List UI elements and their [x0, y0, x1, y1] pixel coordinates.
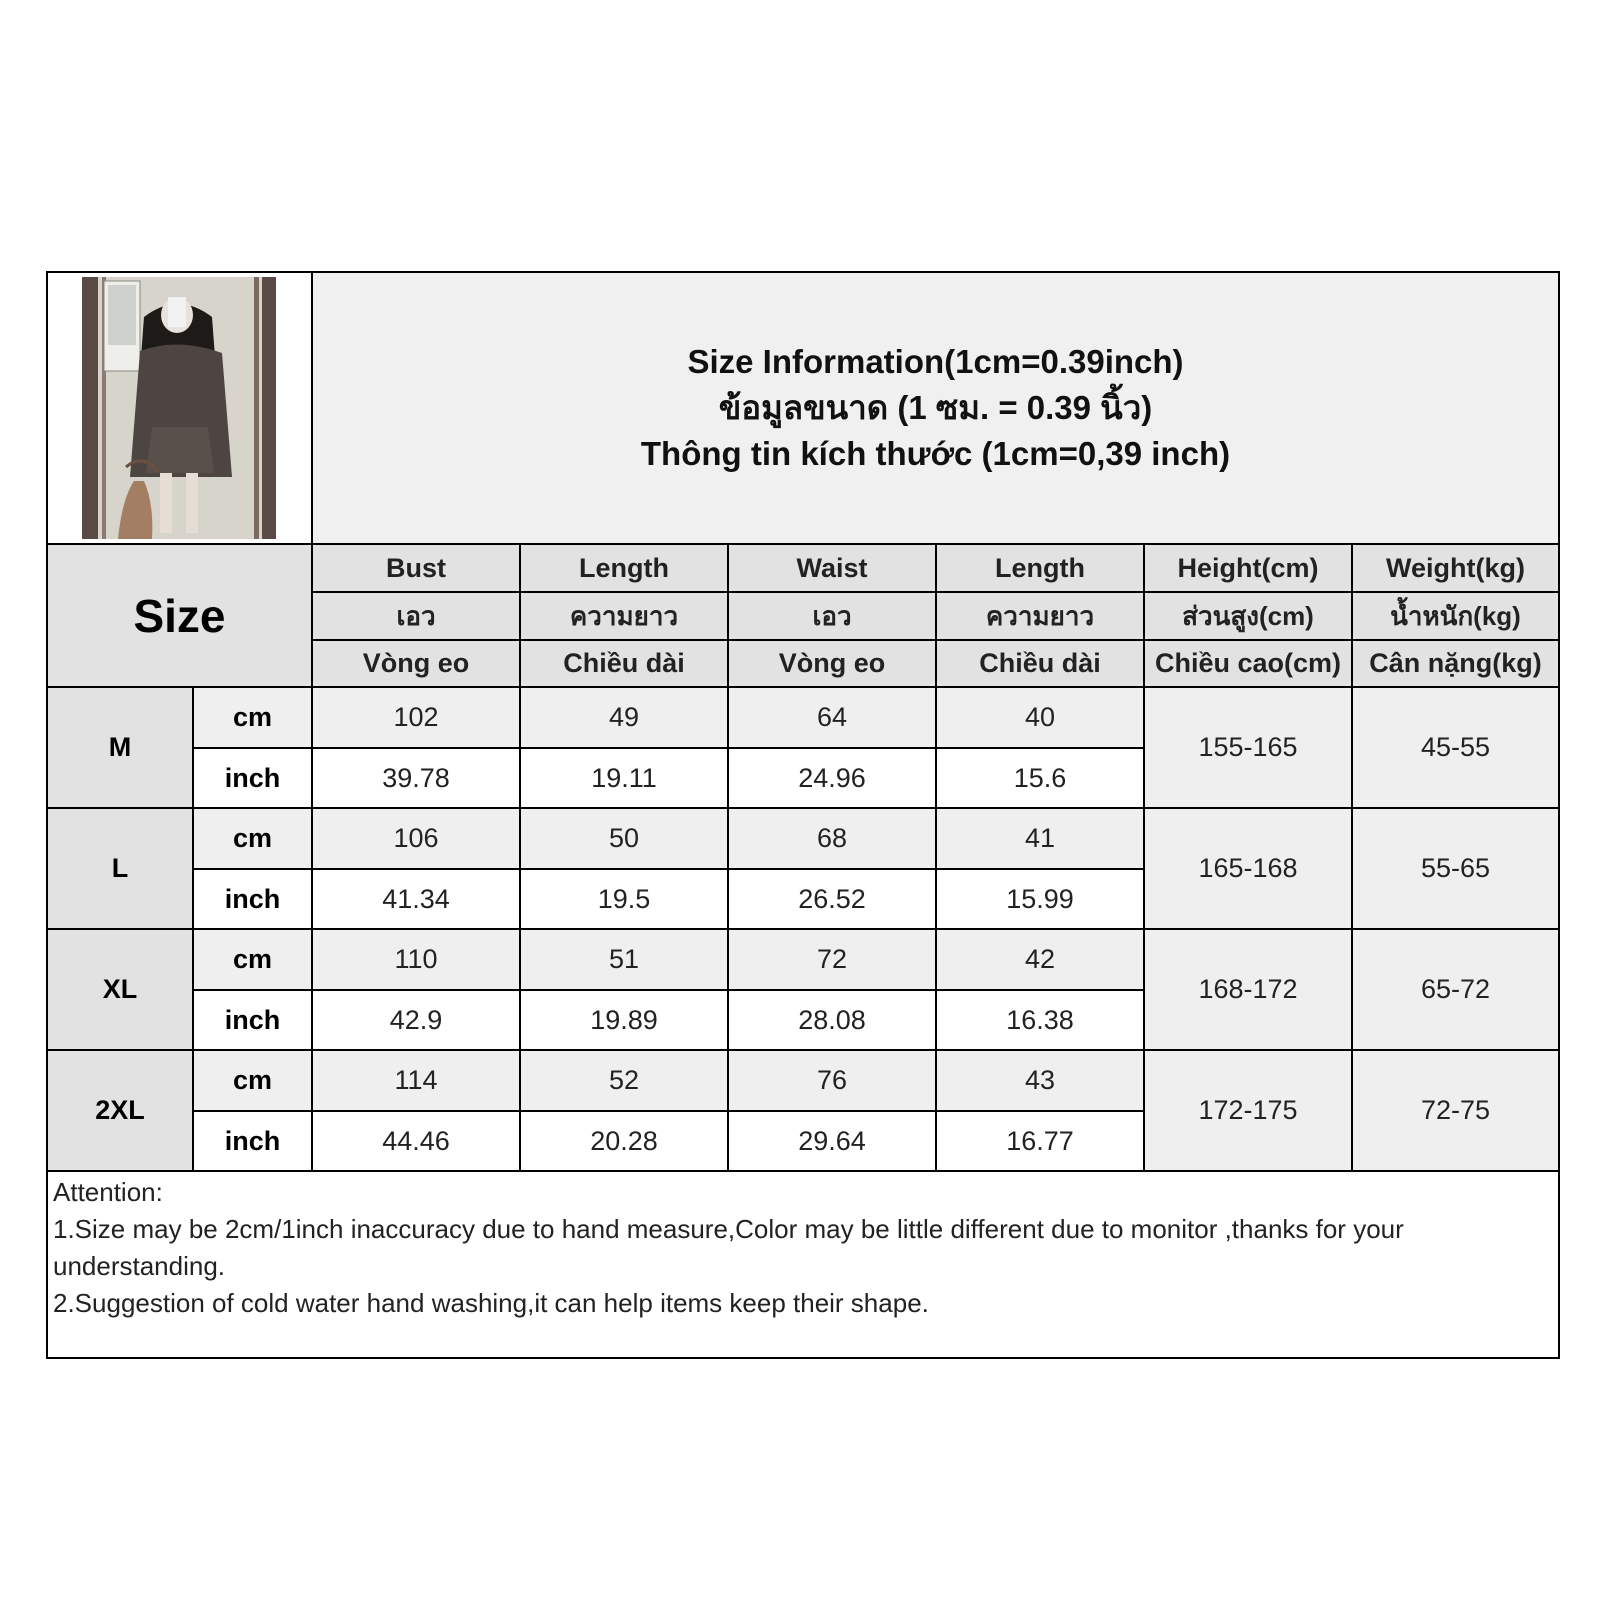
table-cell: 72: [729, 930, 937, 991]
notes-line-2: 2.Suggestion of cold water hand washing,it can help items keep their shape.: [53, 1288, 929, 1318]
table-cell: 68: [729, 809, 937, 870]
column-header-label: Vòng eo: [362, 648, 470, 678]
size-label: Size: [133, 589, 226, 642]
header-length-th: [521, 593, 729, 641]
table-cell: 29.64: [729, 1112, 937, 1172]
table-cell: 19.5: [521, 870, 729, 930]
table-cell: 16.77: [937, 1112, 1145, 1172]
table-cell: 20.28: [521, 1112, 729, 1172]
height-range: 165-168: [1145, 809, 1353, 930]
column-header-label: Chiều dài: [563, 648, 685, 678]
column-header-label: ส่วนสูง(cm): [1182, 600, 1314, 631]
table-cell: 24.96: [729, 749, 937, 809]
table-cell: 42.9: [313, 991, 521, 1051]
unit-inch: inch: [194, 991, 313, 1051]
header-height-th: [1145, 593, 1353, 641]
table-cell: 42: [937, 930, 1145, 991]
header-waist-vn: [729, 641, 937, 688]
size-name-l: L: [48, 809, 194, 930]
column-header-label: Bust: [386, 552, 446, 583]
table-cell: 50: [521, 809, 729, 870]
column-header-label: Vòng eo: [778, 648, 886, 678]
size-name-xl: XL: [48, 930, 194, 1051]
weight-range: 45-55: [1353, 688, 1558, 809]
weight-range: 72-75: [1353, 1051, 1558, 1172]
header-bust-vn: [313, 641, 521, 688]
height-range: 172-175: [1145, 1051, 1353, 1172]
unit-cm: cm: [194, 809, 313, 870]
column-header-label: Weight(kg): [1386, 552, 1525, 583]
table-cell: 49: [521, 688, 729, 749]
table-cell: 102: [313, 688, 521, 749]
column-header-label: น้ำหนัก(kg): [1390, 600, 1521, 631]
header-weight-th: [1353, 593, 1558, 641]
size-name-2xl: 2XL: [48, 1051, 194, 1172]
table-cell: 16.38: [937, 991, 1145, 1051]
size-header-cell: [48, 545, 313, 688]
title-vietnamese: Thông tin kích thước (1cm=0,39 inch): [640, 435, 1231, 472]
column-header-label: ความยาว: [985, 600, 1095, 631]
product-photo-cell: [48, 273, 313, 545]
table-cell: 51: [521, 930, 729, 991]
table-cell: 76: [729, 1051, 937, 1112]
unit-inch: inch: [194, 870, 313, 930]
table-cell: 44.46: [313, 1112, 521, 1172]
table-cell: 41: [937, 809, 1145, 870]
header-bust-th: [313, 593, 521, 641]
unit-inch: inch: [194, 1112, 313, 1172]
table-cell: 106: [313, 809, 521, 870]
column-header-label: Cân nặng(kg): [1369, 648, 1542, 678]
table-cell: 39.78: [313, 749, 521, 809]
size-chart-table: [46, 271, 1560, 1359]
table-cell: 40: [937, 688, 1145, 749]
header-bust-en: [313, 545, 521, 593]
header-height-vn: [1145, 641, 1353, 688]
column-header-label: Chiều dài: [979, 648, 1101, 678]
column-header-label: เอว: [812, 600, 852, 631]
notes-line-1: 1.Size may be 2cm/1inch inaccuracy due to hand measure,Color may be little different due to monitor ,thanks for your understanding.: [53, 1214, 1404, 1281]
header-waist-en: [729, 545, 937, 593]
title-cell: [313, 273, 1558, 545]
title-thai: ข้อมูลขนาด (1 ซม. = 0.39 นิ้ว): [718, 389, 1153, 426]
table-cell: 19.89: [521, 991, 729, 1051]
column-header-label: Length: [995, 552, 1085, 583]
weight-range: 65-72: [1353, 930, 1558, 1051]
header-length2-vn: [937, 641, 1145, 688]
header-weight-en: [1353, 545, 1558, 593]
table-cell: 15.99: [937, 870, 1145, 930]
table-cell: 43: [937, 1051, 1145, 1112]
column-header-label: ความยาว: [569, 600, 679, 631]
height-range: 168-172: [1145, 930, 1353, 1051]
table-cell: 41.34: [313, 870, 521, 930]
unit-cm: cm: [194, 1051, 313, 1112]
unit-inch: inch: [194, 749, 313, 809]
header-weight-vn: [1353, 641, 1558, 688]
header-length2-th: [937, 593, 1145, 641]
table-cell: 52: [521, 1051, 729, 1112]
table-cell: 15.6: [937, 749, 1145, 809]
product-photo: [82, 277, 276, 539]
column-header-label: Length: [579, 552, 669, 583]
header-waist-th: [729, 593, 937, 641]
weight-range: 55-65: [1353, 809, 1558, 930]
column-header-label: Chiều cao(cm): [1154, 648, 1342, 678]
table-cell: 26.52: [729, 870, 937, 930]
header-length-vn: [521, 641, 729, 688]
column-header-label: Height(cm): [1177, 552, 1319, 583]
table-cell: 114: [313, 1051, 521, 1112]
header-length2-en: [937, 545, 1145, 593]
column-header-label: เอว: [396, 600, 436, 631]
header-height-en: [1145, 545, 1353, 593]
attention-notes: [48, 1172, 1558, 1357]
unit-cm: cm: [194, 930, 313, 991]
height-range: 155-165: [1145, 688, 1353, 809]
column-header-label: Waist: [796, 552, 868, 583]
table-cell: 110: [313, 930, 521, 991]
notes-heading: Attention:: [53, 1177, 163, 1207]
header-length-en: [521, 545, 729, 593]
title-english: Size Information(1cm=0.39inch): [687, 343, 1184, 380]
table-cell: 28.08: [729, 991, 937, 1051]
table-cell: 64: [729, 688, 937, 749]
unit-cm: cm: [194, 688, 313, 749]
table-cell: 19.11: [521, 749, 729, 809]
size-name-m: M: [48, 688, 194, 809]
